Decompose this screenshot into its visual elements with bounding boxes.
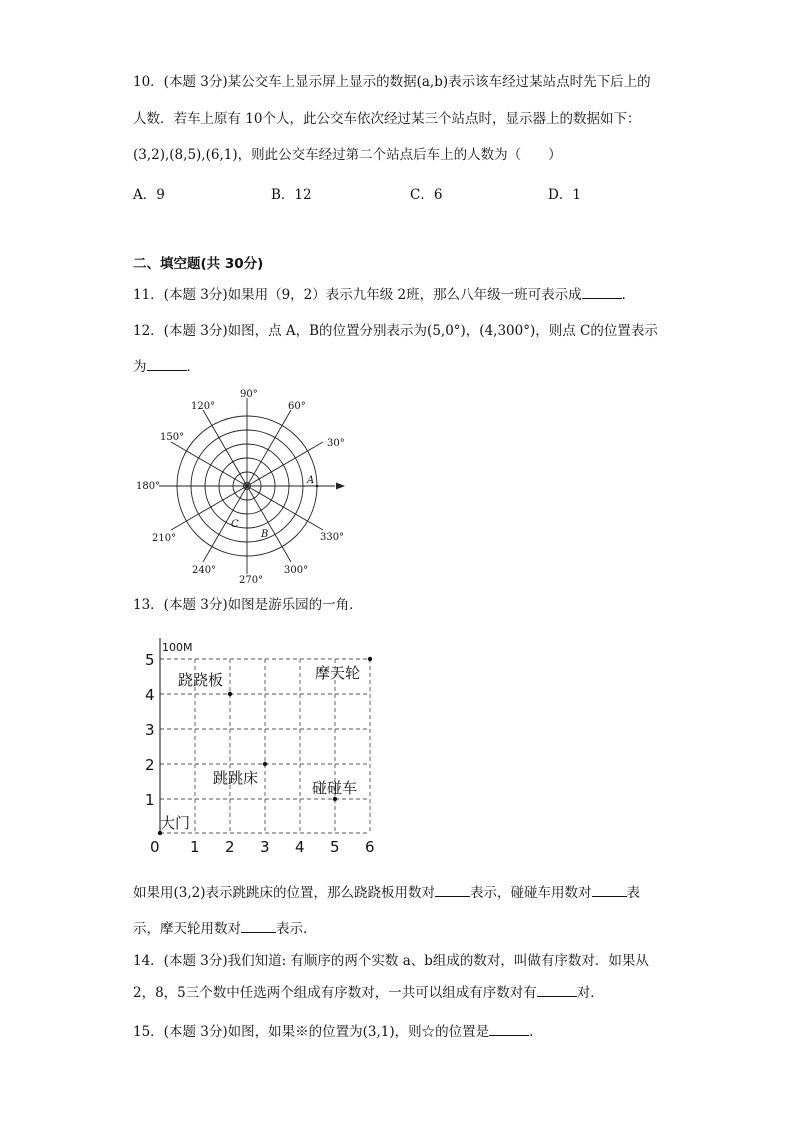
q11-end: ． xyxy=(621,287,636,303)
angle-label-330: 330° xyxy=(320,532,345,543)
q13-line1: 13．(本题 3分)如图是游乐园的一角． xyxy=(133,597,363,613)
q13-line3 xyxy=(133,920,317,938)
y-tick-2: 2 xyxy=(145,756,155,774)
x-tick-0: 0 xyxy=(150,838,160,856)
point-a xyxy=(316,485,318,487)
q14-answer-blank xyxy=(537,984,577,997)
seesaw-label: 跷跷板 xyxy=(178,671,224,689)
q13-text-b: 表示，碰碰车用数对 xyxy=(470,885,592,901)
point-c-label: C xyxy=(231,519,239,530)
point-b-label: B xyxy=(261,529,269,540)
q15-end: ． xyxy=(529,1024,543,1040)
q14-line2-text: 2，8，5三个数中任选两个组成有序数对，一共可以组成有序数对有 xyxy=(133,985,537,1001)
x-tick-1: 1 xyxy=(190,838,200,856)
angle-label-30: 30° xyxy=(327,438,345,449)
ferris-wheel-label: 摩天轮 xyxy=(315,664,361,682)
q11-answer-blank xyxy=(582,286,622,299)
q13-text-d: 示，摩天轮用数对 xyxy=(133,921,241,937)
q12-line1: 12．(本题 3分)如图，点 A，B的位置分别表示为(5,0°)，(4,300°)，则点 C的位置表示 xyxy=(133,323,658,339)
grid-diagram xyxy=(140,633,385,861)
unit-label: 100M xyxy=(162,641,193,654)
polar-diagram xyxy=(130,385,355,590)
q13-blank-seesaw xyxy=(435,884,470,897)
angle-label-270: 270° xyxy=(239,575,264,586)
ferris-wheel-dot xyxy=(368,657,372,661)
q10-line1: 10．(本题 3分)某公交车上显示屏上显示的数据(a,b)表示该车经过某站点时先下后上的 xyxy=(133,74,651,90)
bumper-car-dot xyxy=(333,797,337,801)
point-a-label: A xyxy=(307,475,315,486)
q11 xyxy=(133,286,635,304)
angle-label-300: 300° xyxy=(284,565,309,576)
gate-label: 大门 xyxy=(160,814,191,832)
q10-option-b: B．12 xyxy=(271,187,312,203)
x-tick-2: 2 xyxy=(225,838,235,856)
q10-line2: 人数．若车上原有 10个人，此公交车依次经过某三个站点时，显示器上的数据如下： xyxy=(133,111,641,127)
q13-text-e: 表示． xyxy=(276,921,317,937)
q13-blank-ferris-wheel xyxy=(241,920,276,933)
q13-blank-bumper-car xyxy=(592,884,627,897)
x-tick-4: 4 xyxy=(295,838,305,856)
angle-label-210: 210° xyxy=(152,533,177,544)
trampoline-label: 跳跳床 xyxy=(213,769,259,787)
x-tick-6: 6 xyxy=(365,838,375,856)
y-tick-5: 5 xyxy=(145,651,155,669)
q12-line2 xyxy=(133,358,200,376)
y-tick-1: 1 xyxy=(145,791,155,809)
q10-option-a: A．9 xyxy=(133,187,165,203)
angle-label-120: 120° xyxy=(191,401,216,412)
q12-answer-blank xyxy=(147,358,187,371)
q14-end: 对． xyxy=(576,985,604,1001)
angle-label-60: 60° xyxy=(288,401,306,412)
angle-label-240: 240° xyxy=(192,565,217,576)
seesaw-dot xyxy=(228,692,232,696)
q10-line3: (3,2),(8,5),(6,1)，则此公交车经过第二个站点后车上的人数为（ ） xyxy=(133,147,562,163)
q10-option-c: C．6 xyxy=(410,187,443,203)
q15 xyxy=(133,1023,543,1041)
q13-text-c: 表 xyxy=(626,885,641,901)
q14-line2 xyxy=(133,984,604,1002)
q11-text: 11．(本题 3分)如果用（9，2）表示九年级 2班，那么八年级一班可表示成 xyxy=(133,287,582,303)
bumper-car-label: 碰碰车 xyxy=(312,779,358,797)
angle-label-90: 90° xyxy=(240,389,258,400)
q12-end: ． xyxy=(186,359,200,375)
q10-option-d: D．1 xyxy=(548,187,581,203)
angle-label-150: 150° xyxy=(160,432,185,443)
y-tick-3: 3 xyxy=(145,721,155,739)
q13-line2 xyxy=(133,884,640,902)
y-tick-4: 4 xyxy=(145,686,155,704)
q14-line1: 14．(本题 3分)我们知道: 有顺序的两个实数 a、b组成的数对，叫做有序数对．如果从 xyxy=(133,953,649,969)
section-heading: 二、填空题(共 30分) xyxy=(133,256,264,272)
x-tick-5: 5 xyxy=(330,838,340,856)
q12-line2-text: 为 xyxy=(133,359,147,375)
trampoline-dot xyxy=(263,762,267,766)
q15-answer-blank xyxy=(489,1023,529,1036)
x-tick-3: 3 xyxy=(260,838,270,856)
angle-label-180: 180° xyxy=(136,481,161,492)
q13-text-a: 如果用(3,2)表示跳跳床的位置，那么跷跷板用数对 xyxy=(133,885,436,901)
q15-text: 15．(本题 3分)如图，如果※的位置为(3,1)，则☆的位置是 xyxy=(133,1024,490,1040)
